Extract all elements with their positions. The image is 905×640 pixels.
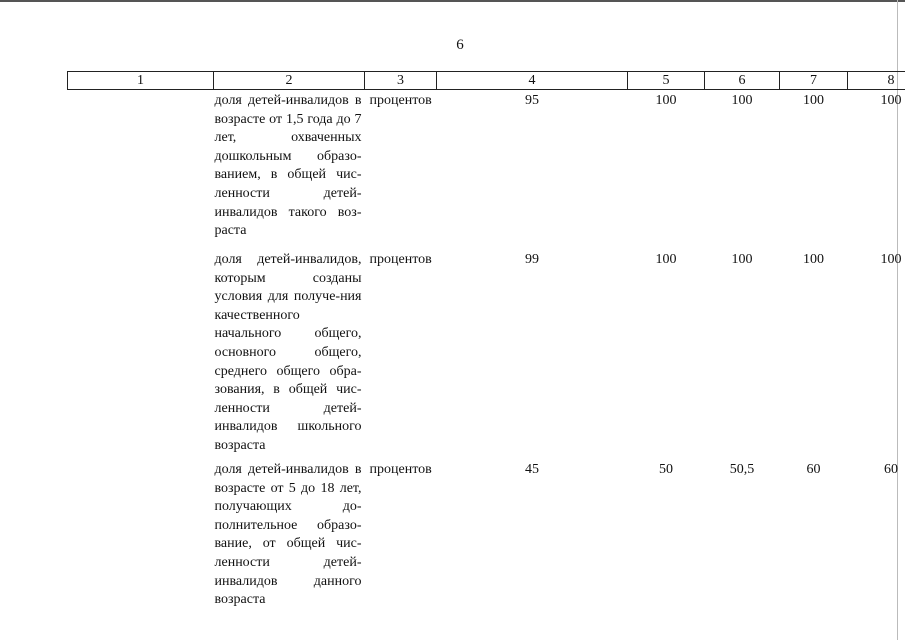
cell-unit: процентов [369,93,432,108]
indicator-table [67,71,905,611]
col-header-3: 3 [365,72,437,90]
col-header-5: 5 [628,72,705,90]
cell-value-col4: 45 [525,462,539,477]
col-header-1: 1 [68,72,214,90]
cell-value-col6: 100 [731,252,753,267]
table-row [68,461,905,611]
scan-top-edge [0,0,905,2]
cell-value-col5: 100 [655,252,677,267]
cell-value-col5: 50 [659,462,673,477]
col-header-7: 7 [780,72,848,90]
cell-program [68,251,214,461]
cell-value-col6: 50,5 [729,462,755,477]
table-row [68,251,905,461]
cell-unit: процентов [369,252,432,267]
cell-value-col4: 99 [525,252,539,267]
cell-unit: процентов [369,462,432,477]
col-header-6: 6 [705,72,780,90]
cell-value-col4: 95 [525,93,539,108]
cell-value-col6: 100 [731,93,753,108]
cell-value-col7: 60 [806,462,821,477]
cell-value-col7: 100 [803,93,824,108]
cell-program [68,461,214,611]
table-row [68,90,905,252]
col-header-2: 2 [214,72,365,90]
cell-indicator-description: доля детей-инвалидов в возрасте от 5 до 18 лет, получающих до-полнительное образо-вание, от общей чис-ленности детей-инвалидов данного возраста [214,462,362,608]
cell-value-col5: 100 [655,93,677,108]
page-number: 6 [456,37,464,53]
cell-value-col8: 100 [880,93,902,108]
col-header-8: 8 [848,72,905,90]
cell-value-col8: 100 [880,252,902,267]
column-number-header [68,72,905,90]
cell-program [68,90,214,252]
cell-value-col7: 100 [803,252,824,267]
cell-indicator-description: доля детей-инвалидов, которым созданы условия для получе-ния качественного начального общего, основного общего, среднего общего обра-зования, в общей чис-ленности детей-инвалидов школьного возраста [214,252,362,453]
col-header-4: 4 [437,72,628,90]
cell-value-col8: 60 [884,462,898,477]
cell-indicator-description: доля детей-инвалидов в возрасте от 1,5 года до 7 лет, охваченных дошкольным образо-ванием, в общей чис-ленности детей-инвалидов такого воз-раста [214,93,362,239]
